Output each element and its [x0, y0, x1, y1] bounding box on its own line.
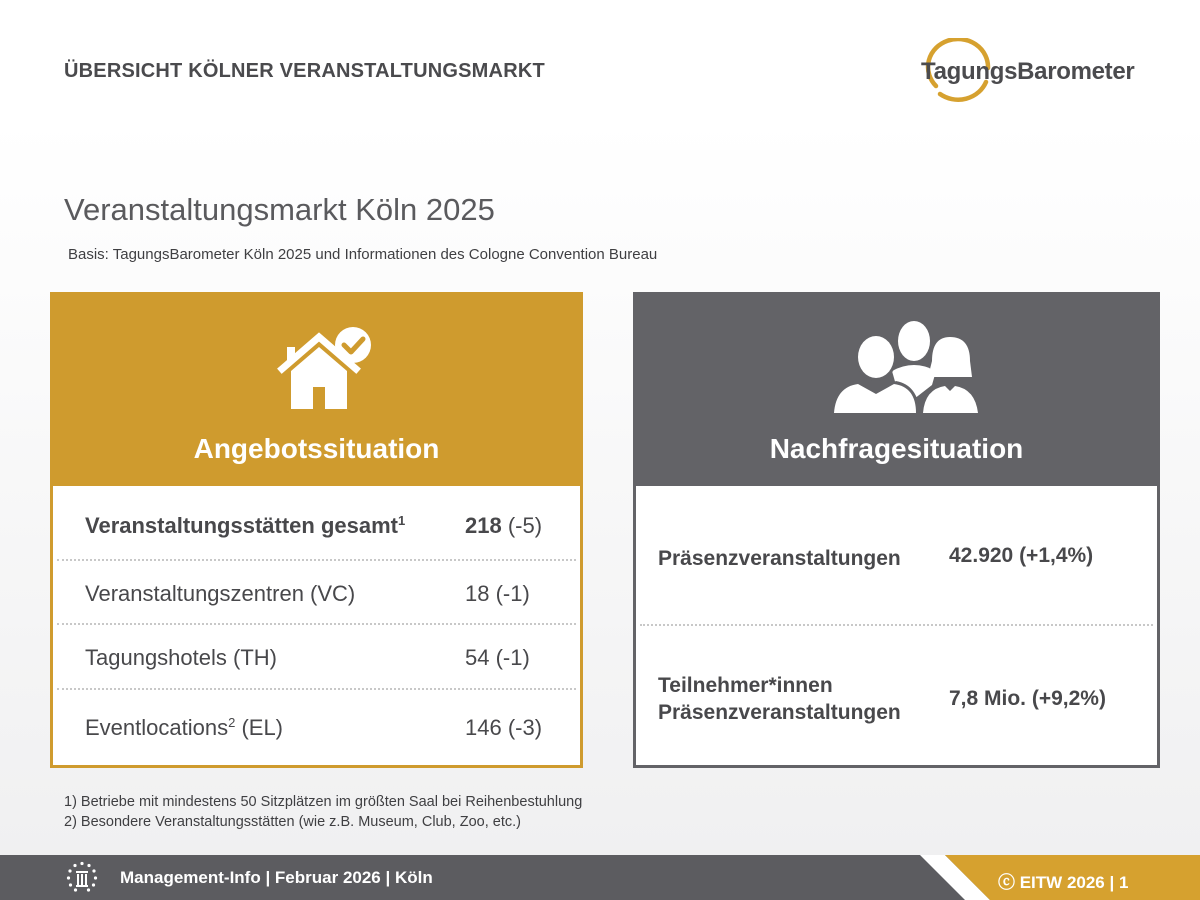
row-value: 18 (-1) [465, 581, 530, 606]
eitw-emblem-icon [66, 861, 98, 893]
logo-text: TagungsBarometer [921, 58, 1135, 85]
row-label: Eventlocations$^2$ (EL) [85, 715, 284, 740]
row-label: Veranstaltungsstätten gesamt$^1$ [85, 513, 406, 538]
footer-text: Management-Info | Februar 2026 | Köln [120, 868, 433, 887]
row-value: 42.920 (+1,4%) [949, 544, 1094, 567]
row-value: 146 (-3) [465, 715, 543, 740]
table-row [53, 561, 580, 627]
house-check-icon [275, 325, 375, 413]
header-title: ÜBERSICHT KÖLNER VERANSTALTUNGSMARKT [64, 60, 545, 82]
table-row [636, 486, 1157, 626]
demand-panel [633, 292, 1160, 768]
footnote-1: 1) Betriebe mit mindestens 50 Sitzplätzen im größten Saal bei Reihenbestuhlung [64, 794, 583, 810]
table-row [53, 493, 580, 559]
page-title: Veranstaltungsmarkt Köln 2025 [64, 192, 495, 227]
row-value: 7,8 Mio. (+9,2%) [949, 687, 1106, 710]
row-label: Tagungshotels (TH) [85, 645, 277, 670]
row-value: 54 (-1) [465, 645, 530, 670]
tagungsbarometer-logo [918, 38, 1168, 102]
table-row [636, 626, 1157, 766]
row-label: Veranstaltungszentren (VC) [85, 581, 356, 606]
demand-panel-header [636, 295, 1157, 486]
supply-panel [50, 292, 583, 768]
people-group-icon [828, 319, 998, 417]
row-value: 218 (-5) [465, 513, 543, 538]
row-label: Teilnehmer*innen Präsenzveranstaltungen [658, 674, 901, 724]
row-label: Präsenzveranstaltungen [658, 547, 901, 570]
table-row [53, 695, 580, 761]
row-divider [57, 688, 576, 690]
copyright-text: ⓒ EITW 2026 | 1 [998, 873, 1129, 892]
page-subtitle: Basis: TagungsBarometer Köln 2025 und Informationen des Cologne Convention Bureau [68, 246, 658, 263]
footnote-2: 2) Besondere Veranstaltungsstätten (wie z.B. Museum, Club, Zoo, etc.) [64, 814, 521, 830]
supply-panel-header [53, 295, 580, 486]
demand-heading: Nachfragesituation [769, 433, 1024, 464]
supply-heading: Angebotssituation [193, 433, 440, 464]
table-row [53, 625, 580, 691]
